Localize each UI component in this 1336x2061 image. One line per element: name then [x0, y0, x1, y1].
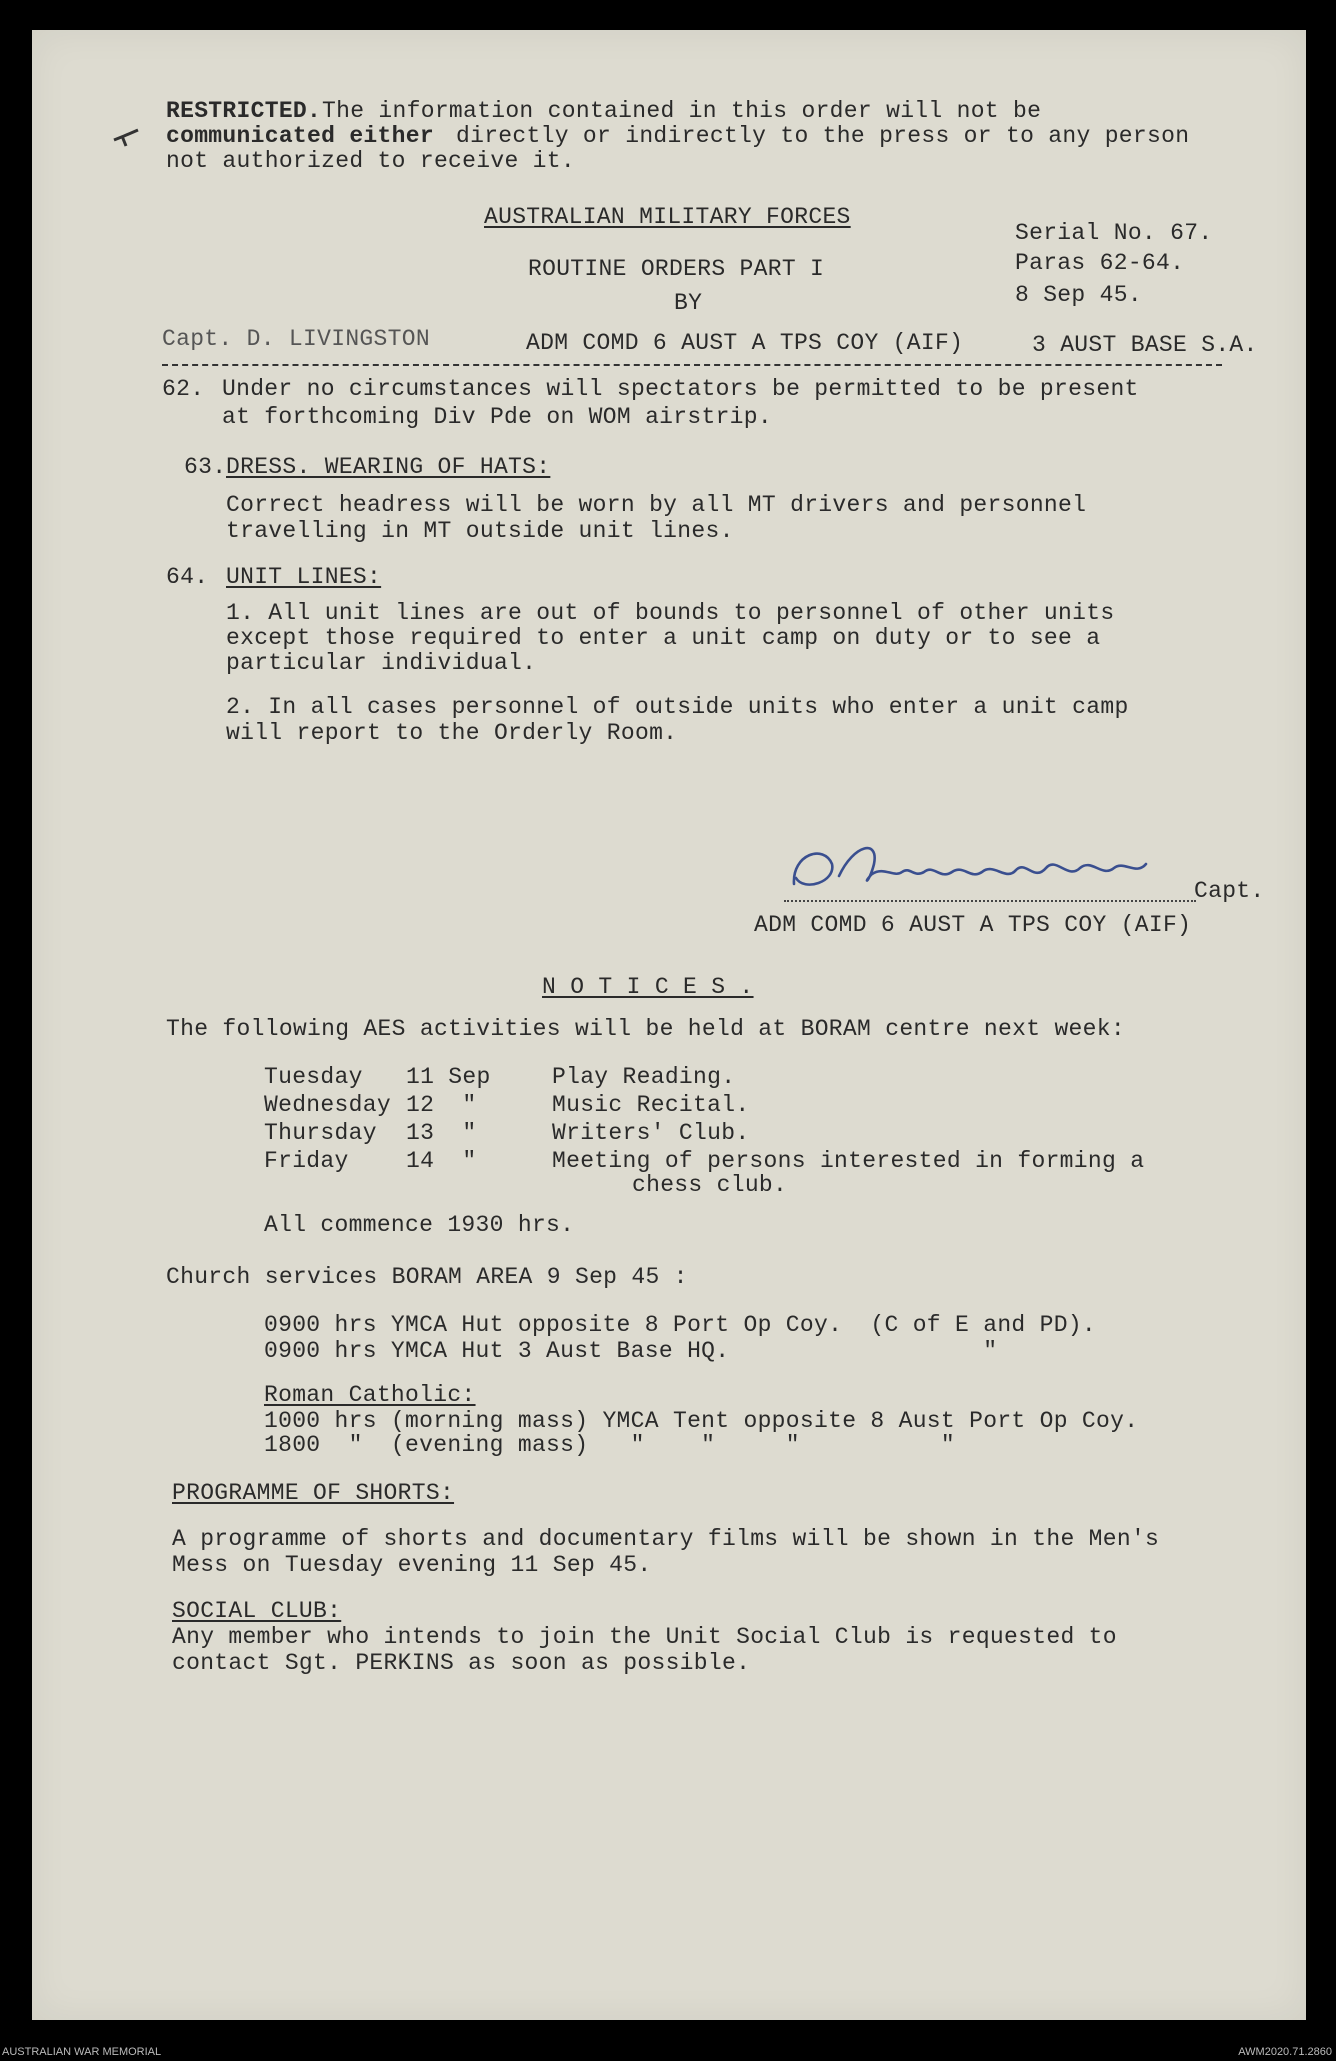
para-64-line: will report to the Orderly Room.	[226, 720, 678, 746]
notices-title: N O T I C E S .	[542, 974, 754, 1000]
aes-date: 14 "	[406, 1148, 477, 1174]
restricted-label: RESTRICTED.	[166, 98, 322, 124]
aes-day: Thursday	[264, 1120, 377, 1146]
restriction-text-3: not authorized to receive it.	[166, 148, 575, 174]
shorts-line: Mess on Tuesday evening 11 Sep 45.	[172, 1552, 652, 1578]
issuing-unit: ADM COMD 6 AUST A TPS COY (AIF)	[526, 330, 964, 356]
church-intro: Church services BORAM AREA 9 Sep 45 :	[166, 1264, 688, 1290]
para-64-number: 64.	[166, 564, 209, 590]
para-62-line: at forthcoming Div Pde on WOM airstrip.	[222, 404, 772, 430]
church-line: 0900 hrs YMCA Hut opposite 8 Port Op Coy. (C of E and PD).	[264, 1312, 1097, 1338]
signature-line	[784, 900, 1196, 902]
aes-activity: Music Recital.	[552, 1092, 750, 1118]
orders-title: ROUTINE ORDERS PART I	[528, 256, 825, 282]
aes-date: 13 "	[406, 1120, 477, 1146]
para-63-line: Correct headress will be worn by all MT drivers and personnel	[226, 492, 1087, 518]
restriction-text-2: directly or indirectly to the press or to any person	[456, 123, 1190, 149]
church-line: 0900 hrs YMCA Hut 3 Aust Base HQ. "	[264, 1338, 998, 1364]
para-64-line: except those required to enter a unit camp on duty or to see a	[226, 625, 1101, 651]
para-64-line: 1. All unit lines are out of bounds to personnel of other units	[226, 600, 1115, 626]
aes-day: Friday	[264, 1148, 349, 1174]
social-heading: SOCIAL CLUB:	[172, 1598, 342, 1624]
footer-archive-name: AUSTRALIAN WAR MEMORIAL	[2, 2046, 162, 2058]
aes-activity: Play Reading.	[552, 1064, 736, 1090]
header-divider	[162, 364, 1222, 366]
aes-day: Tuesday	[264, 1064, 363, 1090]
para-63-line: travelling in MT outside unit lines.	[226, 518, 734, 544]
para-63-heading: DRESS. WEARING OF HATS:	[226, 454, 551, 480]
para-63-number: 63.	[184, 454, 227, 480]
restriction-text-2-bold: communicated either	[166, 123, 434, 149]
para-64-heading: UNIT LINES:	[226, 564, 382, 590]
forces-title: AUSTRALIAN MILITARY FORCES	[484, 204, 851, 230]
restriction-text-1: The information contained in this order will not be	[322, 98, 1042, 124]
shorts-line: A programme of shorts and documentary films will be shown in the Men's	[172, 1526, 1160, 1552]
signature-rank: Capt.	[1194, 878, 1265, 904]
tick-mark-icon	[112, 126, 142, 150]
orders-by: BY	[674, 290, 703, 316]
aes-date: 12 "	[406, 1092, 477, 1118]
base-name: 3 AUST BASE S.A.	[1032, 332, 1258, 358]
para-62-number: 62.	[162, 376, 205, 402]
aes-day: Wednesday	[264, 1092, 391, 1118]
paras-range: Paras 62-64.	[1015, 250, 1185, 276]
rc-line: 1800 " (evening mass) " " " "	[264, 1432, 956, 1458]
issuing-officer: Capt. D. LIVINGSTON	[162, 326, 430, 352]
order-date: 8 Sep 45.	[1015, 282, 1142, 308]
rc-heading: Roman Catholic:	[264, 1382, 476, 1408]
footer-accession-number: AWM2020.71.2860	[1238, 2046, 1332, 2058]
serial-number: Serial No. 67.	[1015, 220, 1213, 246]
para-62-line: Under no circumstances will spectators be permitted to be present	[222, 376, 1139, 402]
document-page	[32, 30, 1306, 2020]
aes-activity: Meeting of persons interested in forming a	[552, 1148, 1145, 1174]
social-line: Any member who intends to join the Unit Social Club is requested to	[172, 1624, 1117, 1650]
aes-commence: All commence 1930 hrs.	[264, 1212, 575, 1238]
para-64-line: 2. In all cases personnel of outside units who enter a unit camp	[226, 694, 1129, 720]
signature-unit: ADM COMD 6 AUST A TPS COY (AIF)	[754, 912, 1192, 938]
handwritten-signature	[784, 834, 1164, 904]
rc-line: 1000 hrs (morning mass) YMCA Tent opposite 8 Aust Port Op Coy.	[264, 1408, 1139, 1434]
aes-activity-continued: chess club.	[632, 1172, 788, 1198]
shorts-heading: PROGRAMME OF SHORTS:	[172, 1480, 455, 1506]
aes-activity: Writers' Club.	[552, 1120, 750, 1146]
aes-date: 11 Sep	[406, 1064, 491, 1090]
social-line: contact Sgt. PERKINS as soon as possible.	[172, 1650, 751, 1676]
para-64-line: particular individual.	[226, 650, 537, 676]
aes-intro: The following AES activities will be held at BORAM centre next week:	[166, 1016, 1125, 1042]
